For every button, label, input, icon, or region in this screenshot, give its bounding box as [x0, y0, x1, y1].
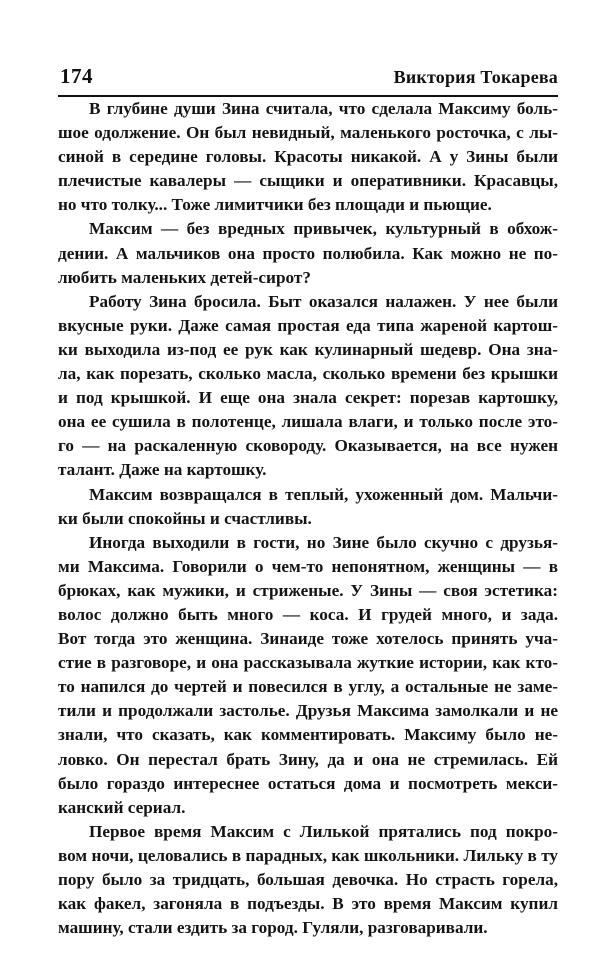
text-line: ми Максима. Говорили о чем-то непонятном, женщины — в — [58, 556, 558, 576]
text-line: талант. Даже на картошку. — [58, 460, 267, 480]
page-number: 174 — [60, 64, 93, 88]
running-title: Виктория Токарева — [393, 67, 558, 87]
text-line: стие в разговоре, и она рассказывала жуткие истории, как кто- — [58, 653, 558, 673]
text-line: го — на раскаленную сковороду. Оказывается, на все нужен — [58, 436, 558, 456]
text-line: Иногда выходили в гости, но Зине было скучно с друзья- — [89, 532, 558, 552]
text-line: плечистые кавалеры — сыщики и оперативники. Красавцы, — [58, 171, 558, 191]
text-line: Работу Зина бросила. Быт оказался налажен. У нее были — [89, 291, 558, 311]
text-line: машину, стали ездить за город. Гуляли, разговаривали. — [58, 918, 488, 938]
text-line: любить маленьких детей-сирот? — [58, 267, 311, 287]
text-line: было гораздо интереснее остаться дома и посмотреть мекси- — [58, 773, 558, 793]
text-line: ловко. Он перестал брать Зину, да и она не стремилась. Ей — [58, 749, 558, 769]
text-line: пору было за тридцать, большая девочка. Но страсть горела, — [58, 870, 558, 889]
text-line: знали, что сказать, как комментировать. Максиму было не- — [58, 725, 558, 745]
text-line: шое одолжение. Он был невидный, маленького росточка, с лы- — [58, 123, 558, 143]
text-line: она ее сушила в полотенце, лишала влаги, и только после это- — [58, 412, 558, 432]
text-line: Максим возвращался в теплый, ухоженный дом. Мальчи- — [89, 484, 558, 504]
text-line: В глубине души Зина считала, что сделала Максиму боль- — [89, 99, 558, 118]
text-line: то напился до чертей и повесился в углу, а остальные не заме- — [58, 677, 558, 697]
text-line: ки выходила из-под ее рук как кулинарный шедевр. Она зна- — [58, 339, 558, 359]
text-line: брюках, как мужики, и стриженые. У Зины — своя эстетика: — [58, 580, 558, 600]
text-line: ки были спокойны и счастливы. — [58, 508, 312, 528]
text-line: синой в середине головы. Красоты никакой. А у Зины были — [58, 147, 558, 167]
text-line: Первое время Максим с Лилькой прятались под покро- — [89, 821, 558, 841]
page-header — [58, 60, 558, 92]
text-line: Максим — без вредных привычек, культурный в обхож- — [89, 219, 558, 239]
text-line: дении. А мальчиков она просто полюбила. Как можно не по- — [58, 243, 558, 263]
text-line: ла, как порезать, сколько масла, сколько времени без крышки — [58, 364, 558, 384]
text-line: канский сериал. — [58, 797, 186, 817]
text-line: и под крышкой. И еще она знала секрет: порезав картошку, — [58, 388, 558, 408]
text-line: как факел, загоняла в подъезды. В это время Максим купил — [58, 894, 558, 914]
text-line: Вот тогда это женщина. Зинаиде тоже хотелось принять уча- — [58, 629, 558, 649]
text-line: вом ночи, целовались в парадных, как школьники. Лильку в ту — [58, 845, 558, 865]
body-text — [58, 97, 558, 940]
text-line: волос должно быть много — коса. И грудей много, и зада. — [58, 604, 558, 624]
text-line: вкусные руки. Даже самая простая еда типа жареной картош- — [58, 315, 558, 335]
text-line: но что толку... Тоже лимитчики без площади и пьющие. — [58, 195, 492, 215]
text-line: тили и продолжали застолье. Друзья Максима замолкали и не — [58, 701, 558, 721]
